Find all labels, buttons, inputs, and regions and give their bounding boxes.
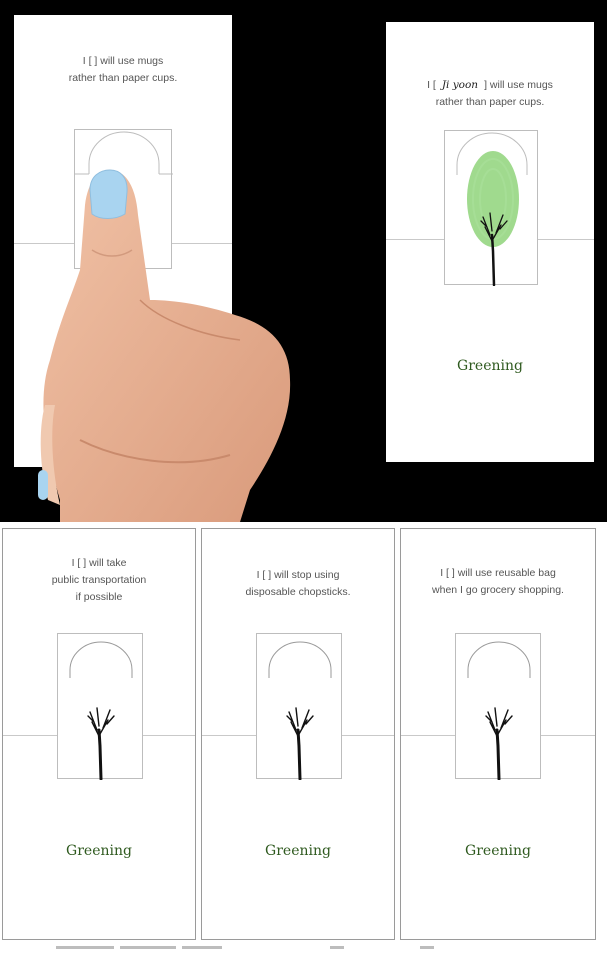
tree-icon	[58, 634, 144, 780]
photo-right-card	[386, 22, 594, 462]
card-pledge: I [ ] will stop using disposable chopsticks.	[245, 569, 351, 598]
pledge-prefix: I [	[427, 79, 436, 91]
card-reusable-bag	[400, 528, 596, 940]
green-thumbprint-tree	[445, 131, 539, 286]
photo-left-pledge: I [ ] will use mugs rather than paper cups.	[68, 55, 178, 84]
photo-right-pledge	[386, 60, 594, 111]
card-pledge: I [ ] will take public transportation if possible	[51, 557, 147, 603]
card-window	[455, 633, 541, 779]
card-brand: Greening	[465, 843, 531, 859]
card-window	[57, 633, 143, 779]
card-public-transportation	[2, 528, 196, 940]
card-brand: Greening	[265, 843, 331, 859]
pledge-suffix: ] will use mugs rather than paper cups.	[435, 79, 553, 108]
card-disposable-chopsticks	[201, 528, 395, 940]
card-pledge: I [ ] will use reusable bag when I go grocery shopping.	[432, 567, 564, 596]
photo-right-brand: Greening	[457, 358, 523, 374]
handwritten-signature: Ji yoon	[441, 79, 479, 91]
card-brand: Greening	[66, 843, 132, 859]
tree-icon	[456, 634, 542, 780]
tree-icon	[257, 634, 343, 780]
card-window	[256, 633, 342, 779]
cropped-caption	[0, 944, 607, 953]
photo-right-window	[444, 130, 538, 285]
